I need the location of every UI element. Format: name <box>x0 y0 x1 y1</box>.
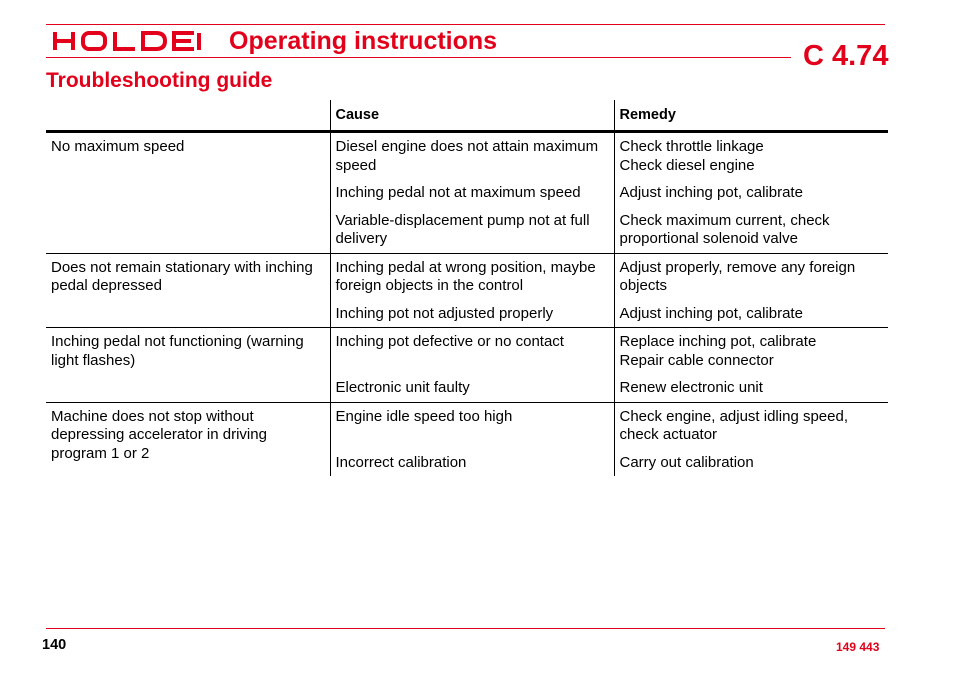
column-header-symptom <box>46 100 330 132</box>
document-number: 149 443 <box>836 640 880 654</box>
header-underline <box>46 57 791 58</box>
remedy-line: Carry out calibration <box>619 453 754 471</box>
remedy-line: Adjust inching pot, calibrate <box>619 304 803 322</box>
remedy-cell <box>614 253 888 296</box>
cause-cell: Inching pedal not at maximum speed <box>330 175 614 203</box>
symptom-cell: Does not remain stationary with inching pedal depressed <box>46 253 330 328</box>
symptom-cell: Inching pedal not functioning (warning light flashes) <box>46 328 330 403</box>
remedy-cell <box>614 402 888 445</box>
cause-cell: Variable-displacement pump not at full delivery <box>330 203 614 254</box>
cause-cell: Engine idle speed too high <box>330 402 614 445</box>
cause-cell: Inching pot defective or no contact <box>330 328 614 371</box>
remedy-line: Check throttle linkage <box>619 138 764 155</box>
troubleshooting-table <box>46 100 888 476</box>
remedy-cell <box>614 203 888 254</box>
table-row <box>46 253 888 296</box>
remedy-cell <box>614 328 888 371</box>
column-header-remedy: Remedy <box>614 100 888 132</box>
cause-cell: Diesel engine does not attain maximum speed <box>330 132 614 176</box>
remedy-line: Check diesel engine <box>619 156 755 174</box>
remedy-line: Adjust properly, remove any foreign objects <box>619 258 856 294</box>
remedy-line: Repair cable connector <box>619 351 774 369</box>
remedy-cell <box>614 132 888 176</box>
document-title: Operating instructions <box>229 27 498 55</box>
page-number: 140 <box>42 637 67 653</box>
section-code: C 4.74 <box>803 40 889 72</box>
column-header-cause: Cause <box>330 100 614 132</box>
remedy-line: Check maximum current, check proportional solenoid valve <box>619 211 830 247</box>
section-title: Troubleshooting guide <box>46 69 273 92</box>
remedy-line: Renew electronic unit <box>619 379 763 396</box>
table-row <box>46 328 888 371</box>
cause-cell: Inching pedal at wrong position, maybe foreign objects in the control <box>330 253 614 296</box>
table-row <box>46 132 888 176</box>
footer-rule <box>46 628 885 629</box>
cause-cell: Incorrect calibration <box>330 445 614 477</box>
remedy-cell <box>614 175 888 203</box>
remedy-line: Replace inching pot, calibrate <box>619 333 817 350</box>
remedy-line: Check engine, adjust idling speed, check actuator <box>619 407 848 443</box>
holder-logo <box>52 30 204 52</box>
cause-cell: Electronic unit faulty <box>330 370 614 402</box>
remedy-cell <box>614 445 888 477</box>
symptom-cell: No maximum speed <box>46 132 330 254</box>
symptom-cell: Machine does not stop without depressing accelerator in driving program 1 or 2 <box>51 407 267 462</box>
remedy-cell <box>614 370 888 402</box>
table-row <box>46 402 888 445</box>
cause-cell: Inching pot not adjusted properly <box>330 296 614 328</box>
table-header-row <box>46 100 888 132</box>
remedy-cell <box>614 296 888 328</box>
remedy-line: Adjust inching pot, calibrate <box>619 184 803 201</box>
